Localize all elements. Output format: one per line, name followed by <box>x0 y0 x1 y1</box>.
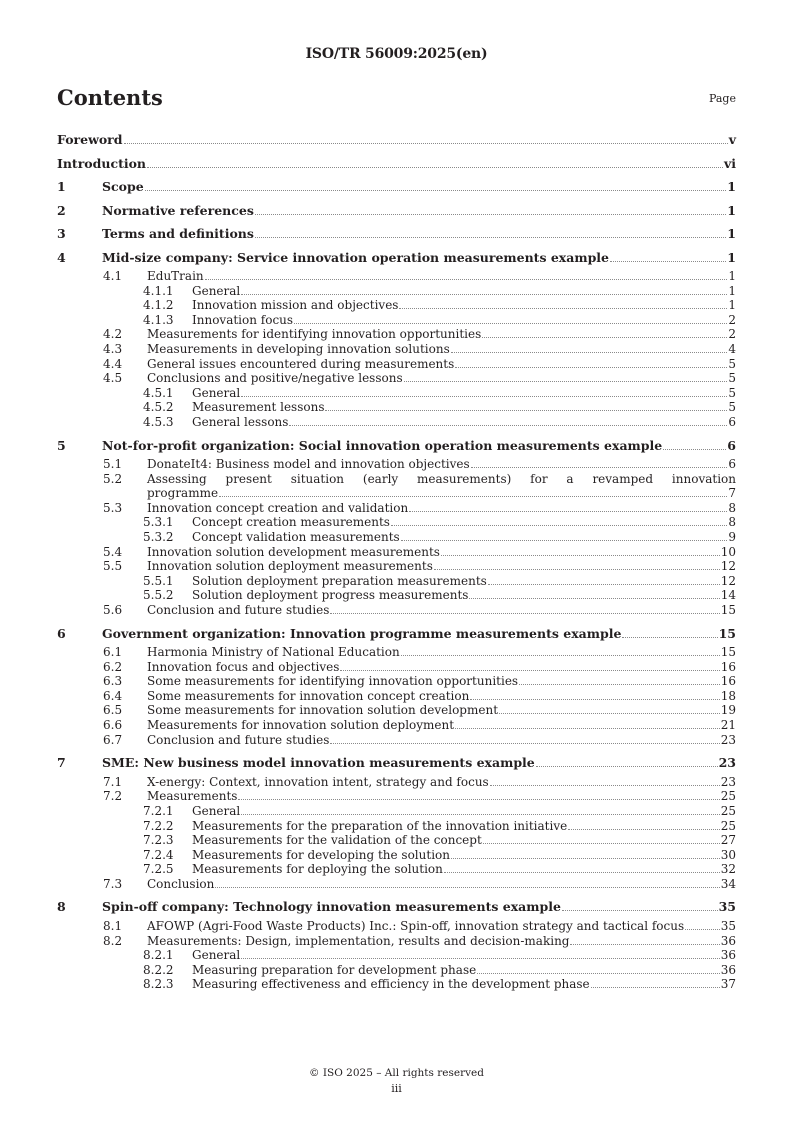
toc-entry-number: 4.1.1 <box>143 283 174 298</box>
toc-entry-page: 23 <box>720 774 736 789</box>
toc-entry-title[interactable]: Some measurements for innovation solution development <box>147 703 499 718</box>
dot-leader <box>241 958 719 959</box>
toc-entry-page: 25 <box>720 803 736 818</box>
toc-entry-title[interactable]: Some measurements for innovation concept creation <box>147 688 470 703</box>
toc-entry-number: 4.1 <box>103 269 123 283</box>
toc-entry[interactable] <box>57 298 736 313</box>
toc-entry-number: 7.2.5 <box>143 862 174 877</box>
toc-entry-page: 1 <box>728 269 736 283</box>
toc-entry-title-continued[interactable]: programme <box>147 486 219 501</box>
toc-entry-title[interactable]: Conclusion and future studies <box>147 732 330 747</box>
dot-leader <box>471 467 728 468</box>
toc-entry[interactable] <box>57 934 736 949</box>
dot-leader <box>238 799 719 800</box>
dot-leader <box>330 743 719 744</box>
toc-entry[interactable] <box>57 674 736 689</box>
toc-entry-title[interactable]: Measurements: Design, implementation, results and decision-making <box>147 933 570 948</box>
toc-entry-number: 7.1 <box>103 774 123 789</box>
toc-entry-title[interactable]: Innovation focus and objectives <box>147 659 340 674</box>
dot-leader <box>325 410 727 411</box>
dot-leader <box>568 829 720 830</box>
dot-leader <box>289 425 727 426</box>
toc-entry[interactable] <box>57 400 736 415</box>
dot-leader <box>255 214 726 215</box>
toc-entry[interactable] <box>57 660 736 675</box>
toc-entry-number: 4.5.3 <box>143 414 174 429</box>
dot-leader <box>215 887 719 888</box>
toc-entry-title[interactable]: Measurements for the validation of the concept <box>192 833 482 848</box>
toc-entry[interactable] <box>57 895 736 919</box>
dot-leader <box>663 449 726 450</box>
toc-entry-title[interactable]: Foreword <box>57 132 123 147</box>
toc-entry[interactable] <box>57 559 736 574</box>
toc-entry-number: 4.3 <box>103 341 123 356</box>
toc-entry-number: 3 <box>57 226 66 241</box>
page-number: iii <box>391 1082 402 1095</box>
toc-entry-title[interactable]: Scope <box>102 179 144 194</box>
dot-leader <box>562 910 718 911</box>
toc-entry[interactable] <box>57 327 736 342</box>
toc-entry-page: 36 <box>720 962 736 977</box>
toc-entry[interactable] <box>57 472 736 501</box>
toc-entry[interactable] <box>57 804 736 819</box>
toc-entry-title[interactable]: Harmonia Ministry of National Education <box>147 645 400 660</box>
toc-entry-number: 4 <box>57 249 66 265</box>
toc-entry[interactable] <box>57 718 736 733</box>
toc-entry-number: 7.2 <box>103 789 123 804</box>
toc-entry-title[interactable]: Measurements in developing innovation solutions <box>147 341 450 356</box>
dot-leader <box>409 511 727 512</box>
toc-entry-page: 34 <box>720 876 736 891</box>
dot-leader <box>401 540 728 541</box>
page-column-label: Page <box>708 92 736 105</box>
toc-entry[interactable] <box>57 862 736 877</box>
toc-entry-title[interactable]: Conclusion and future studies <box>147 602 330 617</box>
toc-entry-title[interactable]: Measurements for the preparation of the innovation initiative <box>192 818 568 833</box>
toc-entry-page: vi <box>723 155 736 171</box>
toc-entry-title[interactable]: General <box>192 948 241 963</box>
toc-entry[interactable] <box>57 919 736 934</box>
toc-entry-page: 16 <box>720 659 736 674</box>
toc-entry-title[interactable]: Measurement lessons <box>192 400 325 415</box>
toc-entry-title[interactable]: Mid-size company: Service innovation operation measurements example <box>102 249 610 265</box>
toc-entry-title[interactable]: DonateIt4: Business model and innovation objectives <box>147 457 470 472</box>
toc-entry-number: 4.1.3 <box>143 312 174 327</box>
dot-leader <box>536 766 718 767</box>
dot-leader <box>124 143 728 144</box>
toc-entry-page: 25 <box>720 789 736 804</box>
toc-entry[interactable] <box>57 501 736 516</box>
toc-entry-title[interactable]: Innovation mission and objectives <box>192 298 399 313</box>
toc-entry-number: 4.4 <box>103 356 123 371</box>
dot-leader <box>570 944 719 945</box>
toc-entry-number: 7.2.4 <box>143 847 174 862</box>
toc-entry-page: 2 <box>728 312 736 327</box>
toc-entry-page: 2 <box>728 327 736 342</box>
dot-leader <box>147 167 723 168</box>
toc-entry-page: 18 <box>720 688 736 703</box>
toc-entry-title[interactable]: Innovation focus <box>192 312 294 327</box>
toc-entry-page: 16 <box>720 674 736 689</box>
dot-leader <box>241 814 719 815</box>
dot-leader <box>241 294 727 295</box>
toc-entry-number: 7.2.3 <box>143 833 174 848</box>
toc-entry[interactable] <box>57 152 736 176</box>
toc-entry[interactable] <box>57 515 736 530</box>
toc-entry[interactable] <box>57 415 736 430</box>
toc-entry[interactable] <box>57 357 736 372</box>
toc-entry-number: 2 <box>57 202 66 218</box>
toc-entry-page: v <box>728 132 736 147</box>
toc-entry-page: 1 <box>727 202 736 218</box>
toc-entry-page: 6 <box>728 414 736 429</box>
toc-entry-title[interactable]: Measurements for innovation solution deployment <box>147 718 455 733</box>
toc-entry[interactable] <box>57 948 736 963</box>
toc-entry-title[interactable]: EduTrain <box>147 269 204 283</box>
toc-entry-title[interactable]: Terms and definitions <box>102 226 254 241</box>
toc-entry-page: 5 <box>728 385 736 400</box>
toc-entry[interactable] <box>57 284 736 299</box>
toc-entry-title[interactable]: Conclusion <box>147 876 215 891</box>
toc-entry-page: 7 <box>728 486 736 501</box>
page-footer <box>0 1067 793 1095</box>
toc-entry-number: 4.5.2 <box>143 400 174 415</box>
toc-entry-title[interactable]: General <box>192 803 241 818</box>
toc-entry-title[interactable]: Spin-off company: Technology innovation measurements example <box>102 899 561 915</box>
toc-entry[interactable] <box>57 588 736 603</box>
toc-entry-page: 9 <box>728 530 736 544</box>
toc-entry-number: 1 <box>57 179 66 194</box>
dot-leader <box>610 261 726 262</box>
toc-entry-page: 12 <box>720 559 736 574</box>
toc-entry-number: 6.6 <box>103 718 123 733</box>
toc-entry-page: 25 <box>720 818 736 833</box>
toc-entry-title[interactable]: Measurements for identifying innovation opportunities <box>147 327 482 342</box>
dot-leader <box>469 598 719 599</box>
toc-entry[interactable] <box>57 751 736 775</box>
toc-entry-number: 6 <box>57 625 66 641</box>
toc-entry[interactable] <box>57 175 736 199</box>
toc-entry-page: 15 <box>720 602 736 617</box>
toc-entry-page: 8 <box>728 515 736 530</box>
toc-entry-number: 7.2.1 <box>143 803 174 818</box>
toc-entry-title[interactable]: Innovation solution development measurements <box>147 544 440 559</box>
toc-entry-page: 8 <box>728 500 736 515</box>
dot-leader <box>401 655 720 656</box>
toc-entry-number: 8 <box>57 899 66 915</box>
toc-entry-title[interactable]: Assessing present situation (early measurements) for a revamped innovation <box>147 471 736 486</box>
toc-entry-title[interactable]: Innovation concept creation and validation <box>147 500 409 515</box>
dot-leader <box>591 987 720 988</box>
toc-entry[interactable] <box>57 848 736 863</box>
toc-entry-page: 10 <box>720 544 736 559</box>
toc-entry[interactable] <box>57 457 736 472</box>
toc-entry-title[interactable]: Concept validation measurements <box>192 530 400 544</box>
toc-entry[interactable] <box>57 530 736 545</box>
toc-entry-page: 12 <box>720 573 736 588</box>
toc-entry[interactable] <box>57 313 736 328</box>
toc-entry[interactable] <box>57 877 736 892</box>
toc-entry-page: 23 <box>720 732 736 747</box>
dot-leader <box>488 584 720 585</box>
toc-entry-title[interactable]: Solution deployment progress measurements <box>192 588 469 603</box>
toc-entry-number: 5.5.1 <box>143 573 174 588</box>
toc-entry-title[interactable]: X-energy: Context, innovation intent, strategy and focus <box>147 774 489 789</box>
toc-entry-number: 5.3.1 <box>143 515 174 530</box>
toc-entry-page: 27 <box>720 833 736 848</box>
toc-entry-number: 4.1.2 <box>143 298 174 313</box>
dot-leader <box>490 785 720 786</box>
dot-leader <box>219 496 727 497</box>
toc-entry-number: 8.1 <box>103 918 123 933</box>
toc-entry[interactable] <box>57 434 736 458</box>
toc-entry-title[interactable]: Measuring effectiveness and efficiency in the development phase <box>192 977 590 992</box>
toc-entry-title[interactable]: Not-for-profit organization: Social innovation operation measurements example <box>102 437 663 453</box>
toc-entry-title[interactable]: Solution deployment preparation measurements <box>192 573 487 588</box>
dot-leader <box>470 699 719 700</box>
toc-entry-number: 8.2 <box>103 933 123 948</box>
toc-entry-number: 5.5 <box>103 559 123 574</box>
toc-entry[interactable] <box>57 833 736 848</box>
toc-entry[interactable] <box>57 603 736 618</box>
toc-entry-number: 5.3.2 <box>143 530 174 544</box>
toc-entry[interactable] <box>57 622 736 646</box>
toc-entry-number: 4.5 <box>103 371 123 386</box>
toc-entry-title[interactable]: General <box>192 385 241 400</box>
toc-entry-number: 8.2.3 <box>143 977 174 992</box>
toc-entry[interactable] <box>57 645 736 660</box>
toc-entry-number: 8.2.2 <box>143 962 174 977</box>
contents-title: Contents <box>57 85 163 110</box>
toc-entry-page: 32 <box>720 862 736 877</box>
toc-entry-number: 6.3 <box>103 674 123 689</box>
dot-leader <box>294 323 727 324</box>
dot-leader <box>404 381 728 382</box>
dot-leader <box>451 352 728 353</box>
toc-entry-title[interactable]: Introduction <box>57 155 147 171</box>
toc-entry-page: 4 <box>728 341 736 356</box>
toc-entry-page: 14 <box>720 588 736 603</box>
toc-entry[interactable] <box>57 386 736 401</box>
toc-entry[interactable] <box>57 545 736 560</box>
dot-leader <box>241 396 727 397</box>
toc-entry-number: 5.4 <box>103 544 123 559</box>
toc-entry[interactable] <box>57 775 736 790</box>
toc-entry-number: 5 <box>57 437 66 453</box>
toc-entry-number: 8.2.1 <box>143 948 174 963</box>
toc-entry-page: 36 <box>720 948 736 963</box>
toc-entry-number: 5.5.2 <box>143 588 174 603</box>
dot-leader <box>255 237 726 238</box>
toc-entry[interactable] <box>57 222 736 246</box>
toc-entry-page: 6 <box>727 437 736 453</box>
toc-entry-title[interactable]: AFOWP (Agri-Food Waste Products) Inc.: Spin-off, innovation strategy and tactical focus <box>147 918 685 933</box>
toc-entry-title[interactable]: General lessons <box>192 414 289 429</box>
dot-leader <box>340 670 719 671</box>
toc-entry-title[interactable]: Measuring preparation for development phase <box>192 962 477 977</box>
dot-leader <box>391 525 727 526</box>
dot-leader <box>477 973 720 974</box>
toc-entry[interactable] <box>57 371 736 386</box>
toc-entry-number: 6.4 <box>103 688 123 703</box>
dot-leader <box>455 728 720 729</box>
toc-entry-number: 6.5 <box>103 703 123 718</box>
toc-entry-page: 5 <box>728 356 736 371</box>
toc-entry-page: 5 <box>728 400 736 415</box>
toc-entry-page: 1 <box>728 283 736 298</box>
toc-entry[interactable] <box>57 733 736 748</box>
toc-entry-page: 36 <box>720 933 736 948</box>
dot-leader <box>434 569 720 570</box>
toc-entry-title[interactable]: Normative references <box>102 202 254 218</box>
toc-entry-page: 5 <box>728 371 736 386</box>
toc-entry-number: 5.3 <box>103 500 123 515</box>
toc-entry-title[interactable]: Measurements <box>147 789 238 804</box>
toc-entry[interactable] <box>57 199 736 223</box>
toc-entry-number: 5.6 <box>103 602 123 617</box>
toc-entry-title[interactable]: General issues encountered during measurements <box>147 356 455 371</box>
dot-leader <box>622 637 717 638</box>
toc-entry[interactable] <box>57 128 736 152</box>
toc-entry-number: 6.2 <box>103 659 123 674</box>
toc-entry-page: 37 <box>720 977 736 992</box>
toc-entry-page: 30 <box>720 847 736 862</box>
toc-entry-page: 19 <box>720 703 736 718</box>
dot-leader <box>330 613 719 614</box>
toc-entry[interactable] <box>57 819 736 834</box>
document-header: ISO/TR 56009:2025(en) <box>305 46 488 62</box>
toc-entry-title[interactable]: Innovation solution deployment measurements <box>147 559 433 574</box>
dot-leader <box>482 337 727 338</box>
toc-entry[interactable] <box>57 703 736 718</box>
toc-entry-title[interactable]: Concept creation measurements <box>192 515 390 530</box>
toc-entry[interactable] <box>57 574 736 589</box>
toc-entry-page: 21 <box>720 718 736 733</box>
toc-entry-number: 5.1 <box>103 457 123 472</box>
dot-leader <box>519 684 720 685</box>
toc-entry-number: 7.3 <box>103 876 123 891</box>
toc-entry-title[interactable]: Some measurements for identifying innovation opportunities <box>147 674 519 689</box>
toc-entry-number: 4.2 <box>103 327 123 342</box>
dot-leader <box>145 190 727 191</box>
toc-entry-title[interactable]: SME: New business model innovation measurements example <box>102 755 535 771</box>
toc-entry-title[interactable]: Government organization: Innovation programme measurements example <box>102 625 622 641</box>
toc-entry-page: 15 <box>718 625 736 641</box>
toc-entry-page: 35 <box>720 918 736 933</box>
toc-entry-number: 6.1 <box>103 645 123 660</box>
table-of-contents <box>57 128 736 992</box>
toc-entry-page: 15 <box>720 645 736 660</box>
toc-entry-page: 1 <box>727 249 736 265</box>
dot-leader <box>399 308 727 309</box>
dot-leader <box>685 929 720 930</box>
toc-entry[interactable] <box>57 246 736 270</box>
toc-entry[interactable] <box>57 789 736 804</box>
toc-entry-title[interactable]: General <box>192 283 241 298</box>
toc-entry-number: 7.2.2 <box>143 818 174 833</box>
toc-entry-number: 4.5.1 <box>143 385 174 400</box>
toc-entry-page: 1 <box>728 298 736 313</box>
toc-entry[interactable] <box>57 269 736 284</box>
toc-entry[interactable] <box>57 963 736 978</box>
copyright-notice: © ISO 2025 – All rights reserved <box>309 1067 484 1079</box>
dot-leader <box>483 843 720 844</box>
toc-entry-title[interactable]: Conclusions and positive/negative lessons <box>147 371 403 386</box>
toc-entry-number: 7 <box>57 755 66 771</box>
dot-leader <box>451 858 720 859</box>
dot-leader <box>441 555 720 556</box>
toc-entry-number: 6.7 <box>103 732 123 747</box>
dot-leader <box>499 713 720 714</box>
toc-entry-page: 23 <box>718 755 736 771</box>
toc-entry[interactable] <box>57 689 736 704</box>
toc-entry-page: 6 <box>728 457 736 472</box>
toc-entry-page: 1 <box>727 179 736 194</box>
toc-entry-title[interactable]: Measurements for deploying the solution <box>192 862 443 877</box>
toc-entry-title[interactable]: Measurements for developing the solution <box>192 847 450 862</box>
dot-leader <box>455 367 727 368</box>
toc-entry[interactable] <box>57 342 736 357</box>
dot-leader <box>444 872 720 873</box>
dot-leader <box>205 279 728 280</box>
toc-entry-page: 35 <box>718 899 736 915</box>
toc-entry-page: 1 <box>727 226 736 241</box>
toc-entry-number: 5.2 <box>103 471 123 486</box>
toc-entry[interactable] <box>57 977 736 992</box>
